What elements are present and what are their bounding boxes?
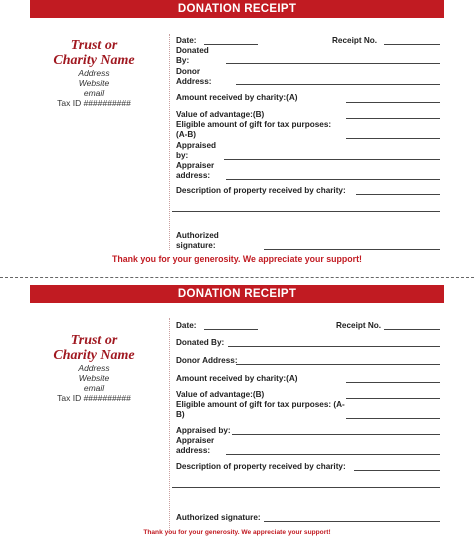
donated-by-label-line1: Donated bbox=[176, 46, 209, 55]
amount-received-label: Amount received by charity:(A) bbox=[176, 374, 298, 383]
receipt-no-label: Receipt No. bbox=[332, 36, 378, 45]
divider-line bbox=[169, 34, 170, 250]
authorized-signature-label: Authorized signature: bbox=[176, 513, 261, 522]
date-label: Date: bbox=[176, 36, 197, 45]
appraiser-address-label-line2: address: bbox=[176, 171, 211, 180]
description-field-line2[interactable] bbox=[172, 487, 440, 488]
charity-address: Address bbox=[78, 68, 110, 78]
donated-by-field[interactable] bbox=[226, 63, 440, 64]
eligible-amount-label-line1: Eligible amount of gift for tax purposes: (A- bbox=[176, 400, 345, 409]
amount-received-label: Amount received by charity:(A) bbox=[176, 93, 298, 102]
charity-website: Website bbox=[78, 373, 110, 383]
amount-received-field[interactable] bbox=[346, 382, 440, 383]
charity-tax-id: Tax ID ########## bbox=[57, 393, 131, 403]
donated-by-field[interactable] bbox=[228, 346, 440, 347]
date-label: Date: bbox=[176, 321, 197, 330]
description-label: Description of property received by charity: bbox=[176, 462, 346, 471]
amount-received-field[interactable] bbox=[346, 102, 440, 103]
date-field[interactable] bbox=[204, 44, 258, 45]
receipt-no-field[interactable] bbox=[384, 329, 440, 330]
receipt-header: DONATION RECEIPT bbox=[30, 285, 444, 303]
charity-name-line1: Trust or bbox=[70, 333, 118, 348]
donor-address-label: Donor Address: bbox=[176, 356, 238, 365]
donated-by-label-line2: By: bbox=[176, 56, 190, 65]
charity-info bbox=[30, 333, 158, 403]
receipt-no-field[interactable] bbox=[384, 44, 440, 45]
authorized-signature-label-line2: signature: bbox=[176, 241, 216, 250]
divider-line bbox=[169, 318, 170, 530]
appraised-by-label-line1: Appraised bbox=[176, 141, 217, 150]
appraised-by-label-line2: by: bbox=[176, 151, 189, 160]
thank-you-message: Thank you for your generosity. We appreciate your support! bbox=[143, 529, 331, 536]
appraiser-address-label-line1: Appraiser bbox=[176, 436, 215, 445]
appraiser-address-label-line1: Appraiser bbox=[176, 161, 215, 170]
charity-tax-id: Tax ID ########## bbox=[57, 98, 131, 108]
description-label: Description of property received by charity: bbox=[176, 186, 346, 195]
appraised-by-label: Appraised by: bbox=[176, 426, 231, 435]
description-field-line1[interactable] bbox=[354, 470, 440, 471]
value-advantage-field[interactable] bbox=[346, 398, 440, 399]
appraiser-address-field[interactable] bbox=[226, 454, 440, 455]
receipt-no-label: Receipt No. bbox=[336, 321, 382, 330]
eligible-amount-label-line1: Eligible amount of gift for tax purposes: bbox=[176, 120, 332, 129]
charity-name-line2: Charity Name bbox=[53, 53, 135, 68]
authorized-signature-label-line1: Authorized bbox=[176, 231, 219, 240]
value-advantage-label: Value of advantage:(B) bbox=[176, 110, 265, 119]
appraiser-address-field[interactable] bbox=[226, 179, 440, 180]
date-field[interactable] bbox=[204, 329, 258, 330]
appraiser-address-label-line2: address: bbox=[176, 446, 211, 455]
eligible-amount-label-line2: B) bbox=[176, 410, 185, 419]
value-advantage-field[interactable] bbox=[346, 118, 440, 119]
charity-email: email bbox=[83, 88, 105, 98]
description-field-line1[interactable] bbox=[356, 194, 440, 195]
charity-name-line2: Charity Name bbox=[53, 348, 135, 363]
value-advantage-label: Value of advantage:(B) bbox=[176, 390, 265, 399]
receipt-header: DONATION RECEIPT bbox=[30, 0, 444, 18]
donor-address-label-line2: Address: bbox=[176, 77, 212, 86]
appraised-by-field[interactable] bbox=[232, 434, 440, 435]
charity-name-line1: Trust or bbox=[70, 38, 118, 53]
authorized-signature-field[interactable] bbox=[264, 249, 440, 250]
eligible-amount-label-line2: (A-B) bbox=[176, 130, 197, 139]
donor-address-field[interactable] bbox=[236, 84, 440, 85]
thank-you-message: Thank you for your generosity. We appreciate your support! bbox=[112, 254, 362, 264]
donated-by-label: Donated By: bbox=[176, 338, 225, 347]
charity-address: Address bbox=[78, 363, 110, 373]
donor-address-field[interactable] bbox=[236, 364, 440, 365]
eligible-amount-field[interactable] bbox=[346, 138, 440, 139]
charity-website: Website bbox=[78, 78, 110, 88]
cut-line bbox=[0, 277, 474, 278]
appraised-by-field[interactable] bbox=[224, 159, 440, 160]
eligible-amount-field[interactable] bbox=[346, 418, 440, 419]
authorized-signature-field[interactable] bbox=[264, 521, 440, 522]
charity-email: email bbox=[83, 383, 105, 393]
description-field-line2[interactable] bbox=[172, 211, 440, 212]
charity-info bbox=[30, 38, 158, 108]
donor-address-label-line1: Donor bbox=[176, 67, 201, 76]
